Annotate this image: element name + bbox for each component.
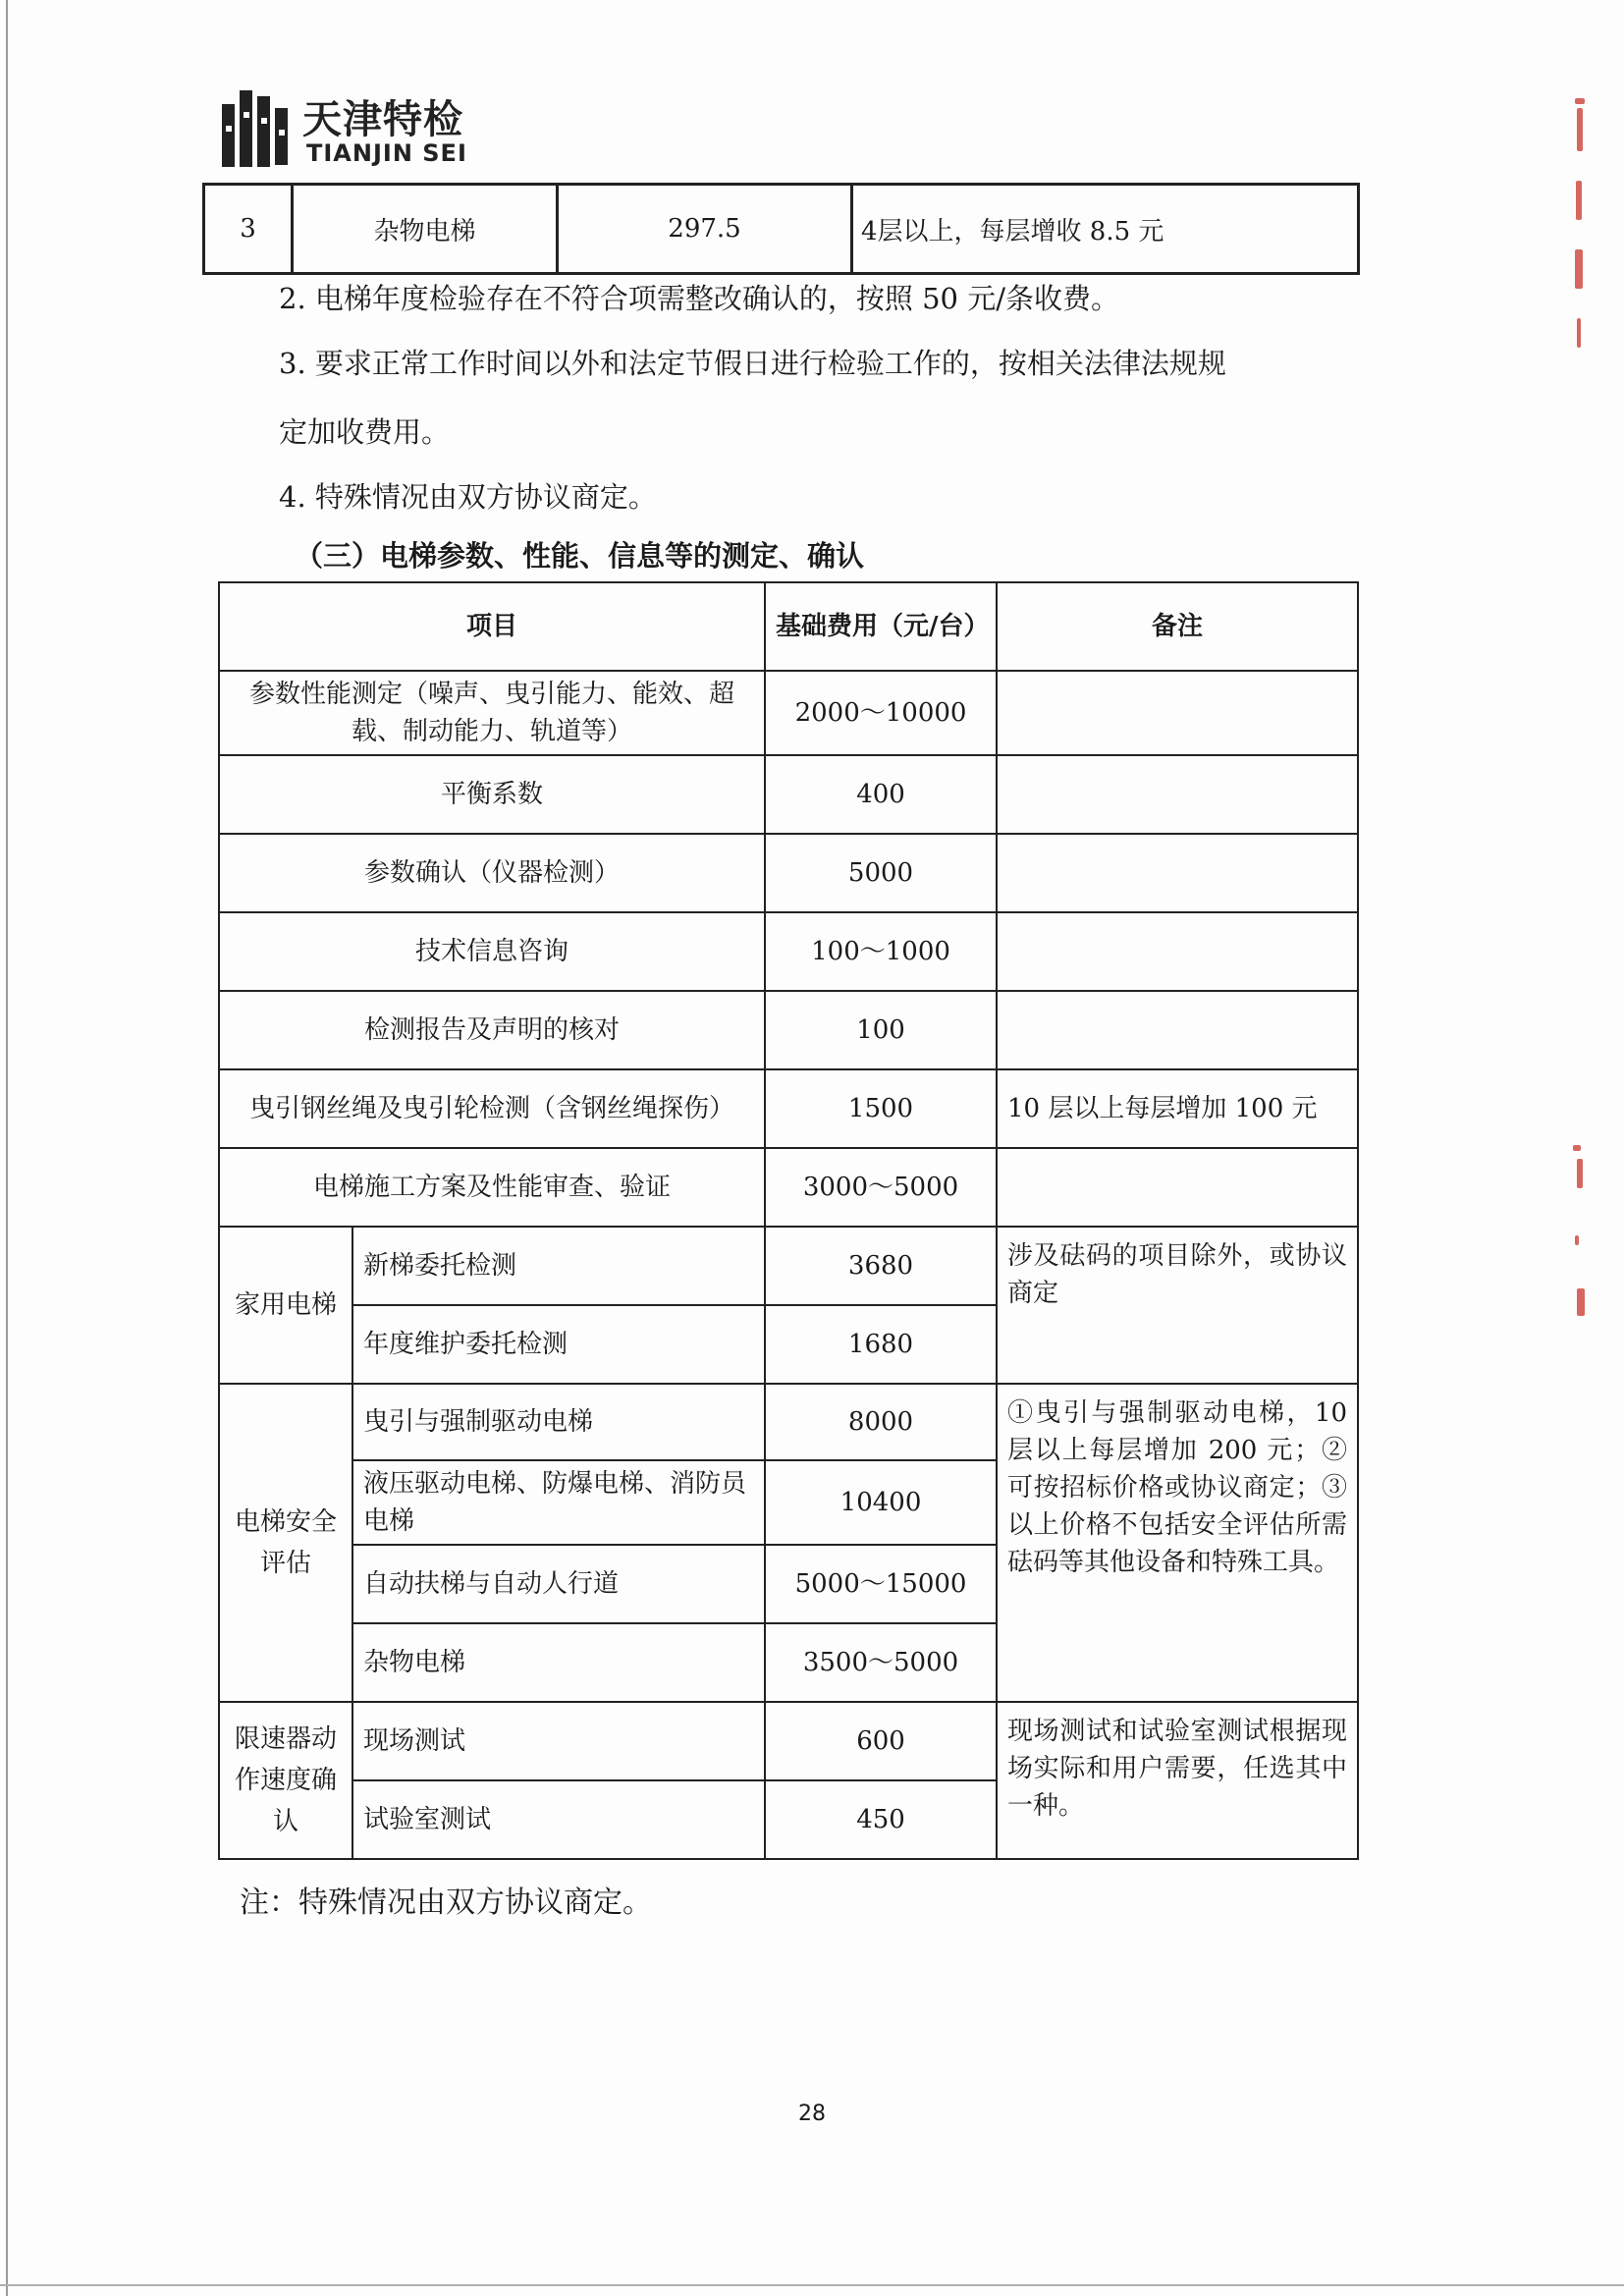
fee-cell: 3500～5000 <box>765 1623 997 1702</box>
table-row <box>219 834 1358 912</box>
item-cell: 平衡系数 <box>219 755 765 834</box>
paragraph: 定加收费用。 <box>279 415 451 449</box>
fee-cell: 450 <box>765 1780 997 1859</box>
table-row <box>219 1227 1358 1305</box>
logo-text-en: TIANJIN SEI <box>306 139 467 167</box>
paragraph: 4. 特殊情况由双方协议商定。 <box>279 480 657 514</box>
top-table <box>202 183 1360 275</box>
footnote: 注：特殊情况由双方协议商定。 <box>240 1886 652 1920</box>
item-cell: 曳引钢丝绳及曳引轮检测（含钢丝绳探伤） <box>219 1069 765 1148</box>
header-note: 备注 <box>997 582 1358 671</box>
fee-cell: 3000～5000 <box>765 1148 997 1227</box>
fee-cell: 3680 <box>765 1227 997 1305</box>
note-cell <box>997 671 1358 755</box>
table-row <box>219 912 1358 991</box>
item-cell: 参数性能测定（噪声、曳引能力、能效、超载、制动能力、轨道等） <box>219 671 765 755</box>
scan-edge-bottom <box>0 2284 1624 2286</box>
item-cell: 年度维护委托检测 <box>352 1305 765 1384</box>
fee-cell: 1680 <box>765 1305 997 1384</box>
page-number: 28 <box>798 2102 826 2126</box>
item-cell: 曳引与强制驱动电梯 <box>352 1384 765 1460</box>
note-cell <box>997 991 1358 1069</box>
group-label: 电梯安全评估 <box>219 1384 352 1702</box>
item-cell: 杂物电梯 <box>352 1623 765 1702</box>
table-row <box>219 1702 1358 1780</box>
fee: 297.5 <box>558 185 852 274</box>
fee-cell: 600 <box>765 1702 997 1780</box>
item-cell: 现场测试 <box>352 1702 765 1780</box>
item-cell: 自动扶梯与自动人行道 <box>352 1545 765 1623</box>
table-row <box>204 185 1359 274</box>
table-header-row <box>219 582 1358 671</box>
note-cell <box>997 1148 1358 1227</box>
logo <box>218 82 513 177</box>
section-heading: （三）电梯参数、性能、信息等的测定、确认 <box>295 539 865 573</box>
table-row <box>219 991 1358 1069</box>
group-label: 限速器动作速度确认 <box>219 1702 352 1859</box>
group-note: 现场测试和试验室测试根据现场实际和用户需要，任选其中一种。 <box>997 1702 1358 1859</box>
item-cell: 检测报告及声明的核对 <box>219 991 765 1069</box>
item-cell: 技术信息咨询 <box>219 912 765 991</box>
table-row <box>219 755 1358 834</box>
fee-cell: 5000～15000 <box>765 1545 997 1623</box>
fee-cell: 400 <box>765 755 997 834</box>
note-cell <box>997 834 1358 912</box>
item-cell: 参数确认（仪器检测） <box>219 834 765 912</box>
note-cell <box>997 912 1358 991</box>
stamp-fragment-bottom <box>1571 1145 1585 1316</box>
fee-cell: 5000 <box>765 834 997 912</box>
fee-cell: 8000 <box>765 1384 997 1460</box>
item-cell: 电梯施工方案及性能审查、验证 <box>219 1148 765 1227</box>
item-name: 杂物电梯 <box>293 185 558 274</box>
logo-mark-icon <box>218 82 295 177</box>
stamp-fragment-top <box>1571 98 1585 348</box>
item-cell: 液压驱动电梯、防爆电梯、消防员电梯 <box>352 1460 765 1545</box>
fee-cell: 100 <box>765 991 997 1069</box>
paragraph: 3. 要求正常工作时间以外和法定节假日进行检验工作的，按相关法律法规规 <box>279 347 1226 380</box>
group-note: 涉及砝码的项目除外，或协议商定 <box>997 1227 1358 1384</box>
table-row <box>219 671 1358 755</box>
table-row <box>219 1384 1358 1460</box>
fee-cell: 100～1000 <box>765 912 997 991</box>
header-item: 项目 <box>219 582 765 671</box>
logo-text-cn: 天津特检 <box>302 97 463 142</box>
group-label: 家用电梯 <box>219 1227 352 1384</box>
row-number: 3 <box>204 185 293 274</box>
item-cell: 试验室测试 <box>352 1780 765 1859</box>
group-note: ①曳引与强制驱动电梯，10 层以上每层增加 200 元；②可按招标价格或协议商定；③以上价格不包括安全评估所需砝码等其他设备和特殊工具。 <box>997 1384 1358 1702</box>
note-cell: 10 层以上每层增加 100 元 <box>997 1069 1358 1148</box>
fee-cell: 10400 <box>765 1460 997 1545</box>
item-cell: 新梯委托检测 <box>352 1227 765 1305</box>
fee-cell: 1500 <box>765 1069 997 1148</box>
fee-table <box>218 581 1359 1860</box>
table-row <box>219 1069 1358 1148</box>
table-row <box>219 1148 1358 1227</box>
note: 4层以上，每层增收 8.5 元 <box>852 185 1359 274</box>
scan-edge <box>6 0 8 2296</box>
header-fee: 基础费用（元/台） <box>765 582 997 671</box>
paragraph: 2. 电梯年度检验存在不符合项需整改确认的，按照 50 元/条收费。 <box>279 282 1119 315</box>
note-cell <box>997 755 1358 834</box>
fee-cell: 2000～10000 <box>765 671 997 755</box>
